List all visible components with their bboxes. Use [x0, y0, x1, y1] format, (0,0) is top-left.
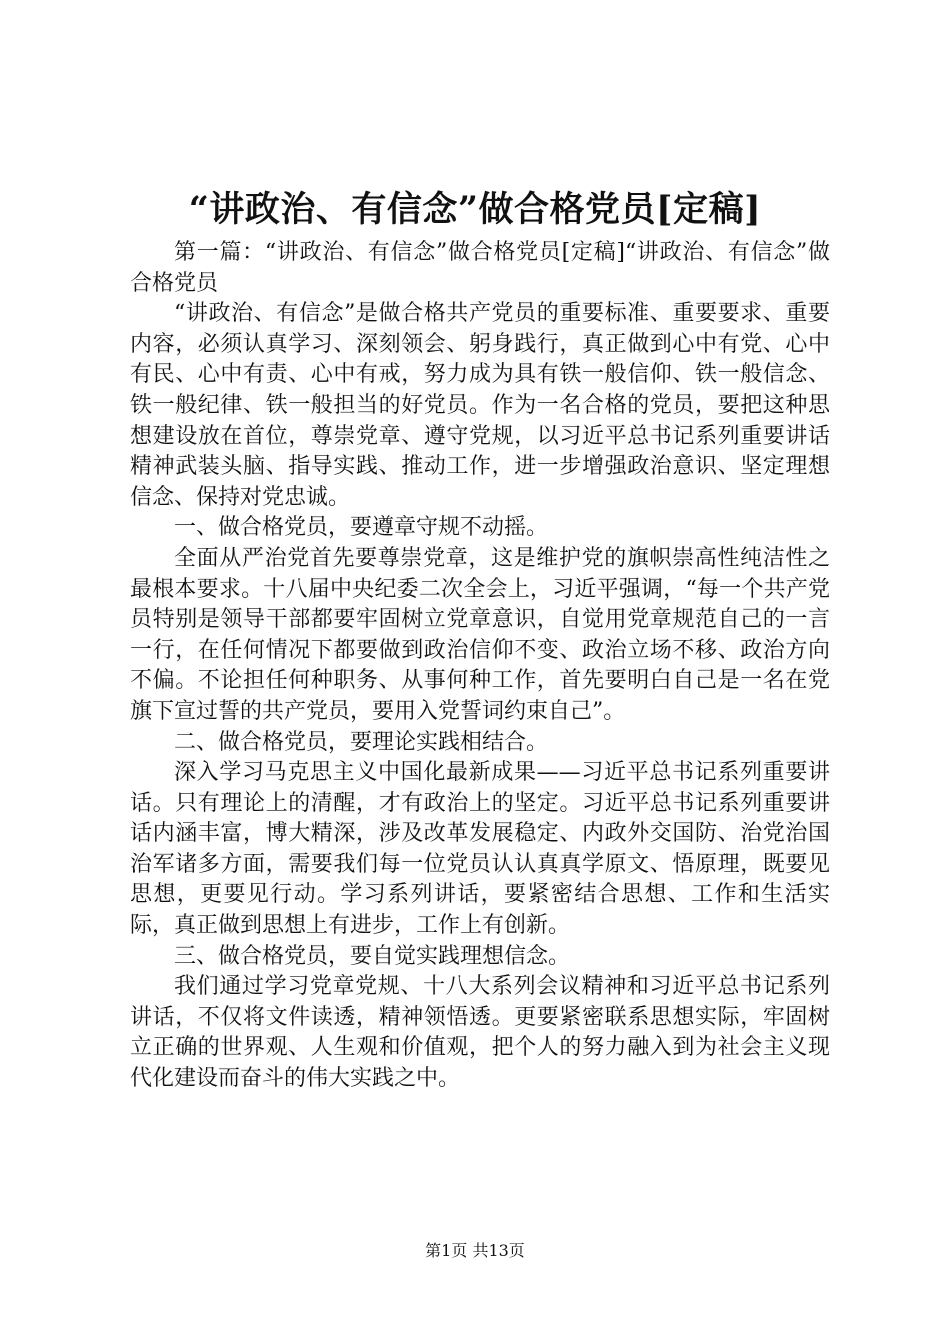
paragraph: 我们通过学习党章党规、十八大系列会议精神和习近平总书记系列讲话，不仅将文件读透，精神领悟透。更要紧密联系思想实际，牢固树立正确的世界观、人生观和价值观，把个人的努力融入到为社会主义现代化建设而奋斗的伟大实践之中。 [130, 974, 830, 1092]
page-footer: 第1页 共13页 [425, 1241, 525, 1260]
section-heading: 二、做合格党员，要理论实践相结合。 [174, 729, 549, 755]
paragraph: 全面从严治党首先要尊崇党章，这是维护党的旗帜崇高性纯洁性之最根本要求。十八届中央纪委二次全会上，习近平强调，“每一个共产党员特别是领导干部都要牢固树立党章意识，自觉用党章规范自己的一言一行，在任何情况下都要做到政治信仰不变、政治立场不移、政治方向不偏。不论担任何种职务、从事何种工作，首先要明白自己是一名在党旗下宣过誓的共产党员，要用入党誓词约束自己”。 [130, 545, 830, 724]
paragraph: 深入学习马克思主义中国化最新成果——习近平总书记系列重要讲话。只有理论上的清醒，才有政治上的坚定。习近平总书记系列重要讲话内涵丰富，博大精深，涉及改革发展稳定、内政外交国防、治党治国治军诸多方面，需要我们每一位党员认认真真学原文、悟原理，既要见思想，更要见行动。学习系列讲话，要紧密结合思想、工作和生活实际，真正做到思想上有进步，工作上有创新。 [130, 760, 830, 939]
paragraph: 第一篇：“讲政治、有信念”做合格党员[定稿]“讲政治、有信念”做合格党员 [130, 240, 831, 296]
document-body [130, 238, 830, 1095]
document-title: “讲政治、有信念”做合格党员[定稿] [188, 189, 762, 230]
section-heading: 三、做合格党员，要自觉实践理想信念。 [174, 943, 571, 969]
section-heading: 一、做合格党员，要遵章守规不动摇。 [174, 515, 549, 541]
paragraph: “讲政治、有信念”是做合格共产党员的重要标准、重要要求、重要内容，必须认真学习、深刻领会、躬身践行，真正做到心中有党、心中有民、心中有责、心中有戒，努力成为具有铁一般信仰、铁一般信念、铁一般纪律、铁一般担当的好党员。作为一名合格的党员，要把这种思想建设放在首位，尊崇党章、遵守党规，以习近平总书记系列重要讲话精神武装头脑、指导实践、推动工作，进一步增强政治意识、坚定理想信念、保持对党忠诚。 [130, 301, 830, 510]
